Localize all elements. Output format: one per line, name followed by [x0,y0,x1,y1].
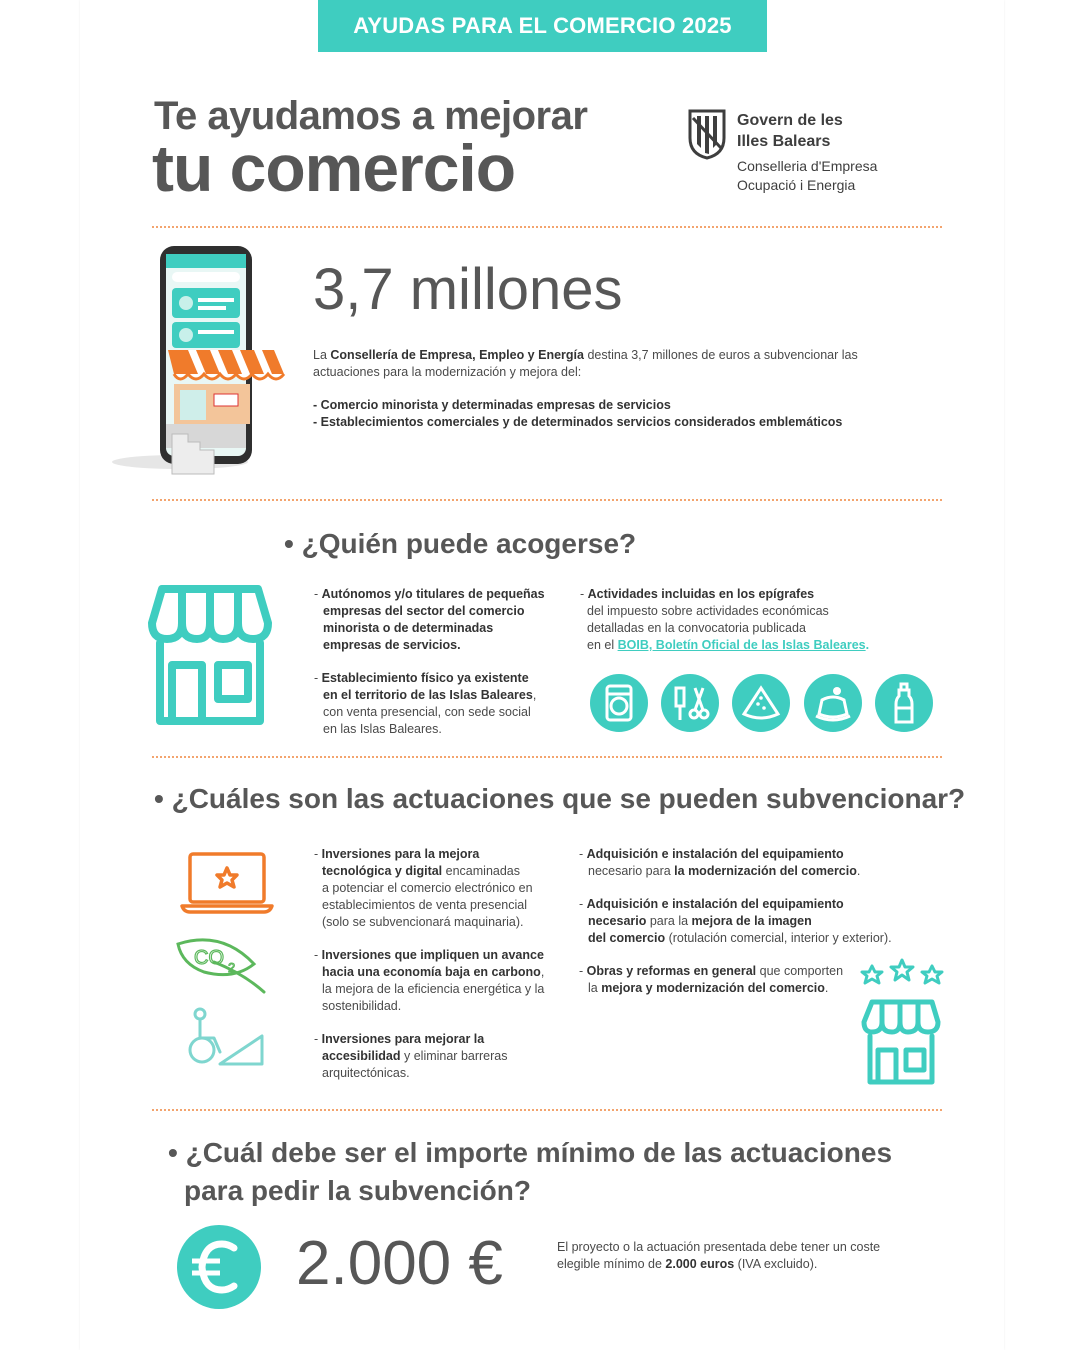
importe-heading-line1: • ¿Cuál debe ser el importe mínimo de las actuaciones [168,1137,893,1168]
intro-amount: 3,7 millones [313,257,623,322]
actuaciones-right-column: - Adquisición e instalación del equipamiento necesario para la modernización del comercio. - Adquisición e instalación del equipamiento necesario para la mejora de la imagen del comercio (rotulación comercial, interior y exterior). - Obras y reformas en general que comporten la mejora y modernización del comercio. [579,847,892,995]
washing-machine-icon [590,674,648,732]
divider [152,226,942,228]
logo-line2: Illes Balears [737,133,831,150]
pudding-icon [804,674,862,732]
top-banner: AYUDAS PARA EL COMERCIO 2025 [318,0,767,52]
importe-description: El proyecto o la actuación presentada debe tener un coste elegible mínimo de 2.000 euros (IVA excluido). [557,1240,881,1271]
actuaciones-heading: • ¿Cuáles son las actuaciones que se pueden subvencionar? [154,783,966,814]
watermelon-icon [732,674,790,732]
svg-text:CO: CO [194,947,224,969]
bottle-icon [875,674,933,732]
divider [152,499,942,501]
divider [152,1109,942,1111]
boib-link[interactable]: BOIB, Boletín Oficial de las Islas Baleares [617,638,866,652]
accessibility-ramp-icon [184,1006,266,1068]
minimum-amount: 2.000 € [296,1229,503,1298]
quien-heading: • ¿Quién puede acogerse? [284,528,637,559]
logo-line4: Ocupació i Energia [737,177,856,193]
logo-line3: Conselleria d'Empresa [737,158,878,174]
actuaciones-left-column: - Inversiones para la mejora tecnológica y digital encaminadas a potenciar el comercio electrónico en establecimientos de venta presencial (solo se subvencionará maquinaria). - Inversiones que impliquen un avance hacia una economía baja en carbono, la mejora de la eficiencia energética y la sostenibilidad. - Inversiones para mejorar la accesibilidad y eliminar barreras arquitectónicas. [314,847,545,1080]
divider [152,756,942,758]
hairdresser-tools-icon [661,674,719,732]
euro-icon [176,1224,262,1310]
page-title-line2: tu comercio [152,131,516,205]
page-title-line1: Te ayudamos a mejorar [154,94,588,138]
quien-left-column: - Autónomos y/o titulares de pequeñas empresas del sector del comercio minorista o de determinadas empresas de servicios. - Establecimiento físico ya existente en el territorio de las Islas Baleares, con venta presencial, con sede social en las Islas Baleares. [314,587,545,736]
shop-icon [146,583,274,727]
svg-text:2: 2 [228,960,236,975]
intro-item2: - Establecimientos comerciales y de determinados servicios considerados emblemáticos [313,414,843,429]
intro-item1: - Comercio minorista y determinadas empresas de servicios [313,398,671,412]
intro-paragraph: La Consellería de Empresa, Empleo y Energía destina 3,7 millones de euros a subvencionar las actuaciones para la modernización y mejora del: - Comercio minorista y determinadas empresas de servicios - Establecimientos comerciales y de determinados servicios considerados emblemáticos [313,348,858,429]
quien-right-column: - Actividades incluidas en los epígrafes del impuesto sobre actividades económicas detalladas en la convocatoria publicada en el BOIB, Boletín Oficial de las Islas Baleares. [580,587,870,652]
co2-leaf-icon [174,934,270,996]
logo-line1: Govern de les [737,112,843,129]
shop-stars-icon [860,958,944,1086]
phone-shop-illustration [110,240,290,476]
importe-heading-line2: para pedir la subvención? [184,1175,531,1206]
laptop-star-icon [180,850,274,914]
govern-shield-icon [687,108,727,160]
